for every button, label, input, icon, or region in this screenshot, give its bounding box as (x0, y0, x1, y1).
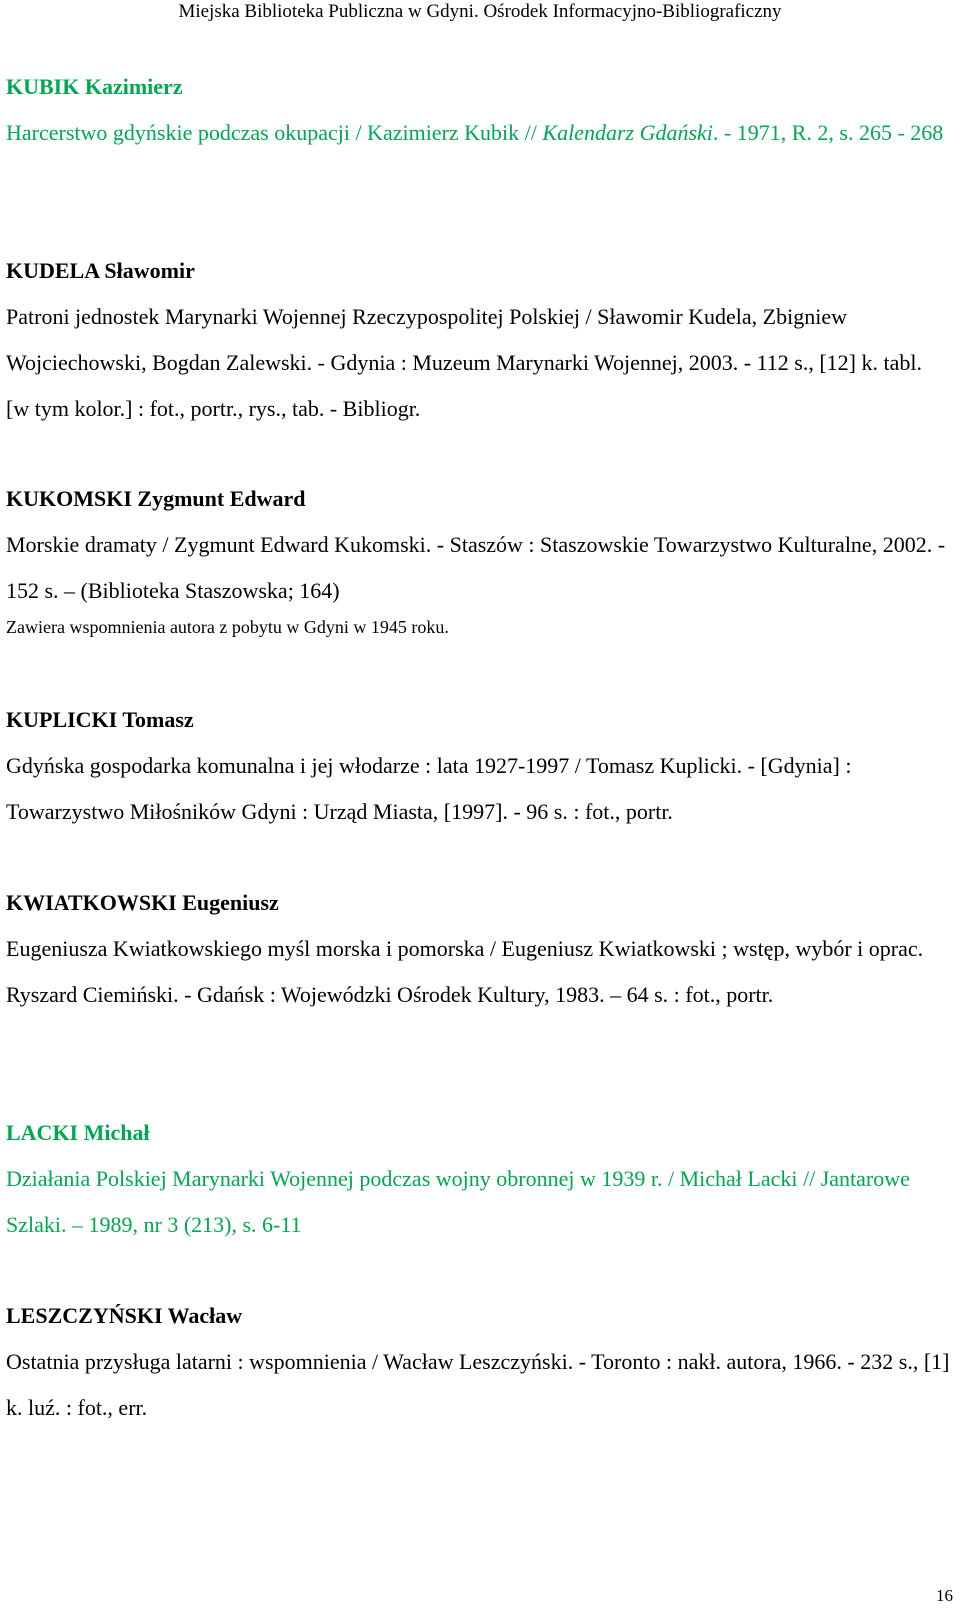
entry-author: KUBIK Kazimierz (6, 74, 183, 99)
entry-details: . - 1971, R. 2, s. 265 - 268 (712, 120, 944, 145)
entry-kudela (6, 248, 950, 432)
entry-description: Działania Polskiej Marynarki Wojennej podczas wojny obronnej w 1939 r. / Michał Lacki // Jantarowe Szlaki. – 1989, nr 3 (213), s. 6-11 (6, 1166, 910, 1237)
entry-description (6, 110, 950, 156)
entry-author: KUPLICKI Tomasz (6, 707, 194, 732)
entry-description: Eugeniusza Kwiatkowskiego myśl morska i pomorska / Eugeniusz Kwiatkowski ; wstęp, wybór i oprac. Ryszard Ciemiński. - Gdańsk : Wojewódzki Ośrodek Kultury, 1983. – 64 s. : fot., portr. (6, 936, 924, 1007)
entry-kwiatkowski (6, 880, 950, 1018)
entry-note: Zawiera wspomnienia autora z pobytu w Gdyni w 1945 roku. (6, 617, 449, 637)
entry-title: Harcerstwo gdyńskie podczas okupacji / Kazimierz Kubik // (6, 120, 543, 145)
page-header: Miejska Biblioteka Publiczna w Gdyni. Ośrodek Informacyjno-Bibliograficzny (178, 1, 782, 22)
entry-kukomski (6, 476, 950, 646)
entry-author: LESZCZYŃSKI Wacław (6, 1303, 243, 1328)
page-number: 16 (936, 1586, 953, 1605)
entry-description: Patroni jednostek Marynarki Wojennej Rzeczypospolitej Polskiej / Sławomir Kudela, Zbigniew Wojciechowski, Bogdan Zalewski. - Gdynia : Muzeum Marynarki Wojennej, 2003. - 112 s., [12] k. tabl. [w tym kolor.] : fot., portr., rys., tab. - Bibliogr. (6, 304, 922, 421)
entry-kubik (6, 64, 950, 156)
entry-leszczynski (6, 1293, 950, 1431)
entry-description: Gdyńska gospodarka komunalna i jej włodarze : lata 1927-1997 / Tomasz Kuplicki. - [Gdynia] : Towarzystwo Miłośników Gdyni : Urząd Miasta, [1997]. - 96 s. : fot., portr. (6, 753, 852, 824)
entry-description: Morskie dramaty / Zygmunt Edward Kukomski. - Staszów : Staszowskie Towarzystwo Kulturalne, 2002. - 152 s. – (Biblioteka Staszowska; 164) (6, 532, 946, 603)
entry-author: KWIATKOWSKI Eugeniusz (6, 890, 279, 915)
entry-source: Kalendarz Gdański (542, 120, 713, 145)
entry-lacki (6, 1110, 950, 1248)
entry-description: Ostatnia przysługa latarni : wspomnienia / Wacław Leszczyński. - Toronto : nakł. autora, 1966. - 232 s., [1] k. luź. : fot., err. (6, 1349, 950, 1420)
entry-author: LACKI Michał (6, 1120, 150, 1145)
entry-author: KUDELA Sławomir (6, 258, 195, 283)
entry-author: KUKOMSKI Zygmunt Edward (6, 486, 306, 511)
entry-kuplicki (6, 697, 950, 835)
